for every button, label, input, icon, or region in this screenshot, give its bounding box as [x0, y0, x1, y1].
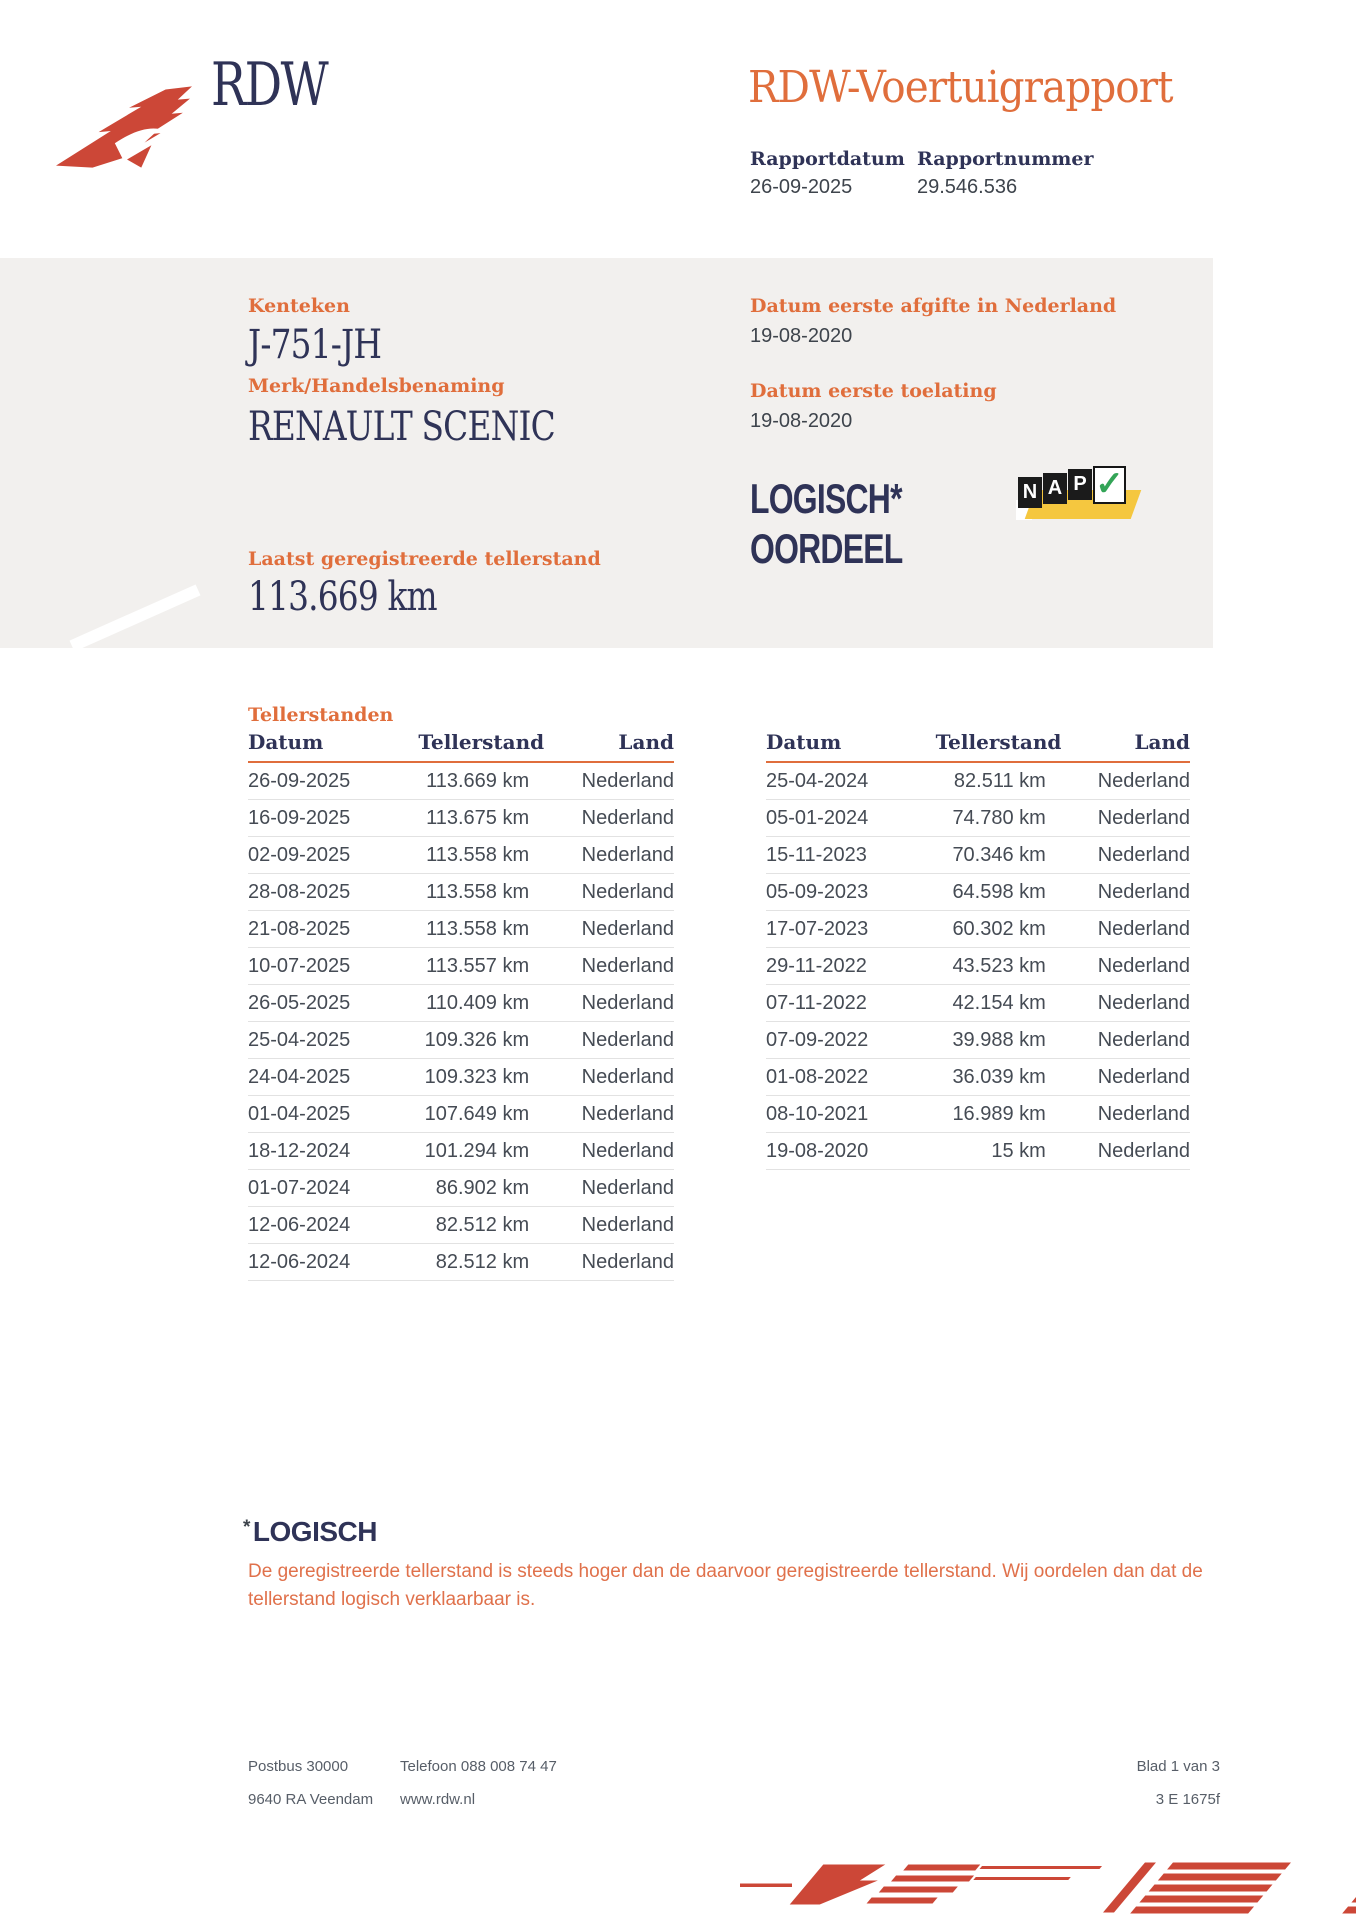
- row-tellerstand: 15 km: [991, 1139, 1046, 1162]
- nap-letter-a: A: [1043, 473, 1067, 504]
- row-land: Nederland: [1097, 880, 1190, 903]
- row-datum: 01-08-2022: [766, 1065, 869, 1088]
- row-land: Nederland: [581, 1250, 674, 1273]
- odometer-table-left: [248, 730, 674, 1281]
- row-datum: 12-06-2024: [248, 1250, 351, 1273]
- odometer-table-right: [766, 730, 1190, 1170]
- row-tellerstand: 86.902 km: [435, 1176, 530, 1199]
- footer-address-line1: Postbus 30000: [248, 1758, 349, 1775]
- row-datum: 10-07-2025: [248, 954, 351, 977]
- row-tellerstand: 107.649 km: [424, 1102, 530, 1125]
- footer-page-number: Blad 1 van 3: [1136, 1758, 1220, 1775]
- row-land: Nederland: [581, 880, 674, 903]
- kenteken-label: Kenteken: [248, 295, 350, 317]
- row-land: Nederland: [1097, 769, 1190, 792]
- odometer-row: [766, 1096, 1190, 1133]
- row-land: Nederland: [1097, 917, 1190, 940]
- footer-phone: Telefoon 088 008 74 47: [400, 1758, 557, 1775]
- odometer-table-right-body: [766, 763, 1190, 1170]
- row-datum: 26-09-2025: [248, 769, 351, 792]
- row-land: Nederland: [1097, 954, 1190, 977]
- odometer-row: [248, 763, 674, 800]
- row-tellerstand: 113.558 km: [426, 843, 530, 866]
- rdw-wordmark: RDW: [211, 50, 328, 120]
- oordeel-line2: OORDEEL: [750, 525, 903, 572]
- row-datum: 16-09-2025: [248, 806, 351, 829]
- odometer-row: [248, 911, 674, 948]
- tellerstanden-section-label: Tellerstanden: [248, 704, 394, 726]
- col-land: Land: [1134, 730, 1190, 754]
- odometer-table-header: [248, 730, 674, 763]
- odometer-row: [248, 1244, 674, 1281]
- afgifte-label: Datum eerste afgifte in Nederland: [750, 295, 1117, 317]
- report-number-value: 29.546.536: [917, 176, 1018, 198]
- row-datum: 08-10-2021: [766, 1102, 869, 1125]
- laatste-tellerstand-value: 113.669 km: [248, 574, 437, 620]
- afgifte-value: 19-08-2020: [750, 325, 853, 347]
- col-land: Land: [618, 730, 674, 754]
- row-tellerstand: 113.557 km: [426, 954, 530, 977]
- footer-form-code: 3 E 1675f: [1155, 1791, 1220, 1808]
- odometer-row: [766, 1133, 1190, 1170]
- col-datum: Datum: [248, 730, 324, 754]
- row-datum: 25-04-2024: [766, 769, 869, 792]
- row-land: Nederland: [581, 1102, 674, 1125]
- row-tellerstand: 39.988 km: [952, 1028, 1046, 1051]
- odometer-row: [248, 1059, 674, 1096]
- odometer-row: [766, 911, 1190, 948]
- odometer-row: [766, 1059, 1190, 1096]
- row-tellerstand: 113.558 km: [426, 917, 530, 940]
- row-datum: 25-04-2025: [248, 1028, 351, 1051]
- nap-logo: [1016, 464, 1148, 526]
- row-tellerstand: 109.323 km: [424, 1065, 530, 1088]
- row-land: Nederland: [581, 1028, 674, 1051]
- row-datum: 05-01-2024: [766, 806, 869, 829]
- row-datum: 18-12-2024: [248, 1139, 351, 1162]
- row-tellerstand: 82.511 km: [953, 769, 1046, 792]
- row-tellerstand: 113.669 km: [426, 769, 530, 792]
- row-datum: 17-07-2023: [766, 917, 869, 940]
- odometer-row: [766, 874, 1190, 911]
- row-datum: 28-08-2025: [248, 880, 351, 903]
- row-land: Nederland: [581, 769, 674, 792]
- row-datum: 01-04-2025: [248, 1102, 351, 1125]
- rdw-logo-bird-icon: [56, 86, 193, 168]
- odometer-row: [248, 1170, 674, 1207]
- report-date-label: Rapportdatum: [750, 148, 905, 170]
- row-datum: 01-07-2024: [248, 1176, 351, 1199]
- row-datum: 26-05-2025: [248, 991, 351, 1014]
- odometer-row: [766, 763, 1190, 800]
- report-title: RDW-Voertuigrapport: [748, 62, 1173, 113]
- row-tellerstand: 43.523 km: [952, 954, 1046, 977]
- toelating-value: 19-08-2020: [750, 410, 853, 432]
- row-tellerstand: 110.409 km: [426, 991, 530, 1014]
- row-land: Nederland: [581, 917, 674, 940]
- row-land: Nederland: [1097, 806, 1190, 829]
- row-land: Nederland: [581, 954, 674, 977]
- logisch-heading-text: LOGISCH: [252, 1516, 377, 1547]
- row-land: Nederland: [1097, 843, 1190, 866]
- row-tellerstand: 109.326 km: [424, 1028, 530, 1051]
- col-datum: Datum: [766, 730, 842, 754]
- row-tellerstand: 64.598 km: [952, 880, 1046, 903]
- logisch-explanation: De geregistreerde tellerstand is steeds hoger dan de daarvoor geregistreerde tellerstand. Wij oordelen dan dat de tellerstand logisch verklaarbaar is.: [248, 1561, 1203, 1610]
- odometer-row: [766, 837, 1190, 874]
- row-datum: 12-06-2024: [248, 1213, 351, 1236]
- row-land: Nederland: [1097, 1139, 1190, 1162]
- row-datum: 15-11-2023: [766, 843, 867, 866]
- laatste-tellerstand-label: Laatst geregistreerde tellerstand: [248, 548, 601, 570]
- oordeel-line1: LOGISCH*: [750, 475, 902, 522]
- row-datum: 19-08-2020: [766, 1139, 869, 1162]
- footer-address-line2: 9640 RA Veendam: [248, 1791, 374, 1808]
- row-datum: 07-11-2022: [766, 991, 867, 1014]
- odometer-row: [766, 948, 1190, 985]
- odometer-row: [248, 837, 674, 874]
- row-tellerstand: 113.558 km: [426, 880, 530, 903]
- row-land: Nederland: [581, 1176, 674, 1199]
- odometer-row: [248, 1207, 674, 1244]
- footer-website: www.rdw.nl: [400, 1791, 476, 1808]
- row-land: Nederland: [1097, 1028, 1190, 1051]
- odometer-row: [248, 948, 674, 985]
- oordeel-verdict: [750, 474, 903, 574]
- row-land: Nederland: [581, 1213, 674, 1236]
- row-land: Nederland: [581, 1139, 674, 1162]
- logisch-heading: [243, 1516, 377, 1548]
- odometer-row: [248, 1133, 674, 1170]
- odometer-row: [248, 985, 674, 1022]
- kenteken-value: J-751-JH: [248, 322, 382, 368]
- row-land: Nederland: [581, 991, 674, 1014]
- row-datum: 05-09-2023: [766, 880, 869, 903]
- odometer-row: [248, 874, 674, 911]
- row-tellerstand: 74.780 km: [952, 806, 1046, 829]
- col-tellerstand: Tellerstand: [935, 730, 1062, 754]
- odometer-row: [766, 800, 1190, 837]
- odometer-row: [766, 985, 1190, 1022]
- merk-label: Merk/Handelsbenaming: [248, 375, 505, 397]
- odometer-table-header: [766, 730, 1190, 763]
- row-tellerstand: 82.512 km: [435, 1213, 530, 1236]
- row-land: Nederland: [581, 1065, 674, 1088]
- toelating-label: Datum eerste toelating: [750, 380, 997, 402]
- row-land: Nederland: [1097, 1065, 1190, 1088]
- row-datum: 07-09-2022: [766, 1028, 869, 1051]
- row-land: Nederland: [581, 806, 674, 829]
- odometer-row: [248, 1096, 674, 1133]
- row-land: Nederland: [1097, 1102, 1190, 1125]
- nap-checkmark-icon: ✓: [1093, 466, 1126, 504]
- nap-letter-p: P: [1068, 469, 1092, 500]
- report-date-value: 26-09-2025: [750, 176, 853, 198]
- row-tellerstand: 36.039 km: [952, 1065, 1046, 1088]
- row-land: Nederland: [581, 843, 674, 866]
- row-tellerstand: 70.346 km: [952, 843, 1046, 866]
- row-datum: 02-09-2025: [248, 843, 351, 866]
- odometer-table-left-body: [248, 763, 674, 1281]
- row-tellerstand: 42.154 km: [952, 991, 1046, 1014]
- nap-letter-n: N: [1018, 477, 1042, 508]
- odometer-row: [766, 1022, 1190, 1059]
- odometer-row: [248, 1022, 674, 1059]
- row-tellerstand: 16.989 km: [952, 1102, 1046, 1125]
- logisch-asterisk: *: [243, 1517, 250, 1538]
- row-tellerstand: 82.512 km: [435, 1250, 530, 1273]
- merk-value: RENAULT SCENIC: [248, 404, 555, 450]
- row-tellerstand: 101.294 km: [424, 1139, 530, 1162]
- row-datum: 21-08-2025: [248, 917, 351, 940]
- rdw-speed-stripes-graphic: [690, 1856, 1356, 1919]
- row-datum: 29-11-2022: [766, 954, 867, 977]
- row-datum: 24-04-2025: [248, 1065, 351, 1088]
- report-number-label: Rapportnummer: [917, 148, 1094, 170]
- odometer-row: [248, 800, 674, 837]
- row-tellerstand: 60.302 km: [952, 917, 1046, 940]
- row-tellerstand: 113.675 km: [426, 806, 530, 829]
- col-tellerstand: Tellerstand: [418, 730, 545, 754]
- row-land: Nederland: [1097, 991, 1190, 1014]
